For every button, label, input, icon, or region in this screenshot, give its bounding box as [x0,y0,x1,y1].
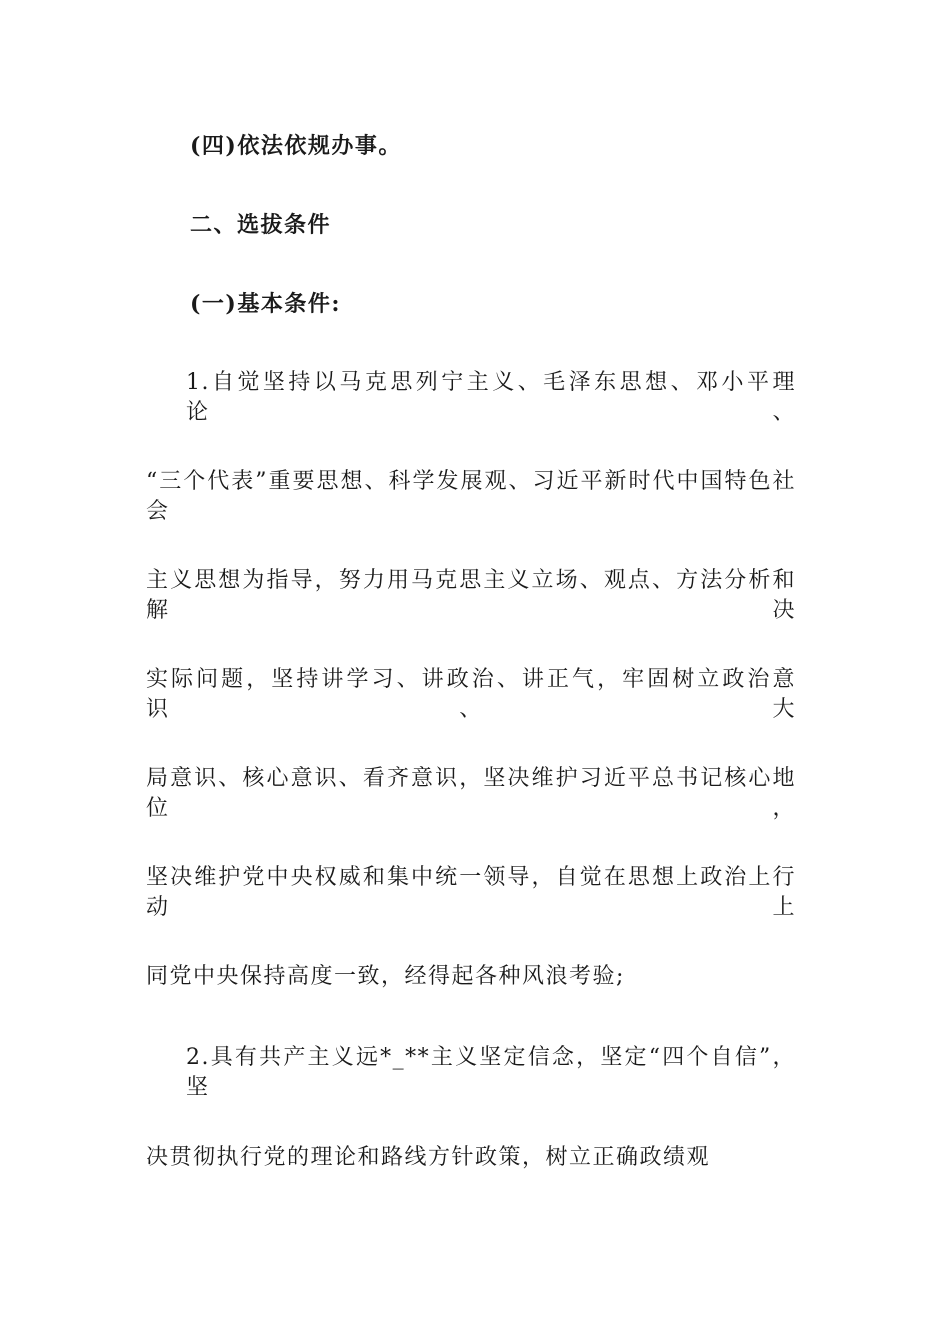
paragraph-1-line-2: “三个代表”重要思想、科学发展观、习近平新时代中国特色社会 [146,469,796,524]
heading-four: (四)依法依规办事。 [190,133,402,159]
heading-selection-criteria: 二、选拔条件 [190,212,332,238]
paragraph-1-line-5: 局意识、核心意识、看齐意识，坚决维护习近平总书记核心地位， [146,766,796,821]
paragraph-1-line-7: 同党中央保持高度一致，经得起各种风浪考验; [146,964,625,989]
paragraph-2-line-1: 2.具有共产主义远*_**主义坚定信念，坚定“四个自信”，坚 [186,1045,796,1100]
paragraph-1-line-3: 主义思想为指导，努力用马克思主义立场、观点、方法分析和解决 [146,568,796,623]
paragraph-1-line-4: 实际问题，坚持讲学习、讲政治、讲正气，牢固树立政治意识、大 [146,667,796,722]
paragraph-2-line-2: 决贯彻执行党的理论和路线方针政策，树立正确政绩观 [146,1145,711,1170]
heading-basic-conditions: (一)基本条件: [190,291,341,317]
paragraph-1-line-1: 1.自觉坚持以马克思列宁主义、毛泽东思想、邓小平理论、 [186,370,796,425]
paragraph-1-line-6: 坚决维护党中央权威和集中统一领导，自觉在思想上政治上行动上 [146,865,796,920]
